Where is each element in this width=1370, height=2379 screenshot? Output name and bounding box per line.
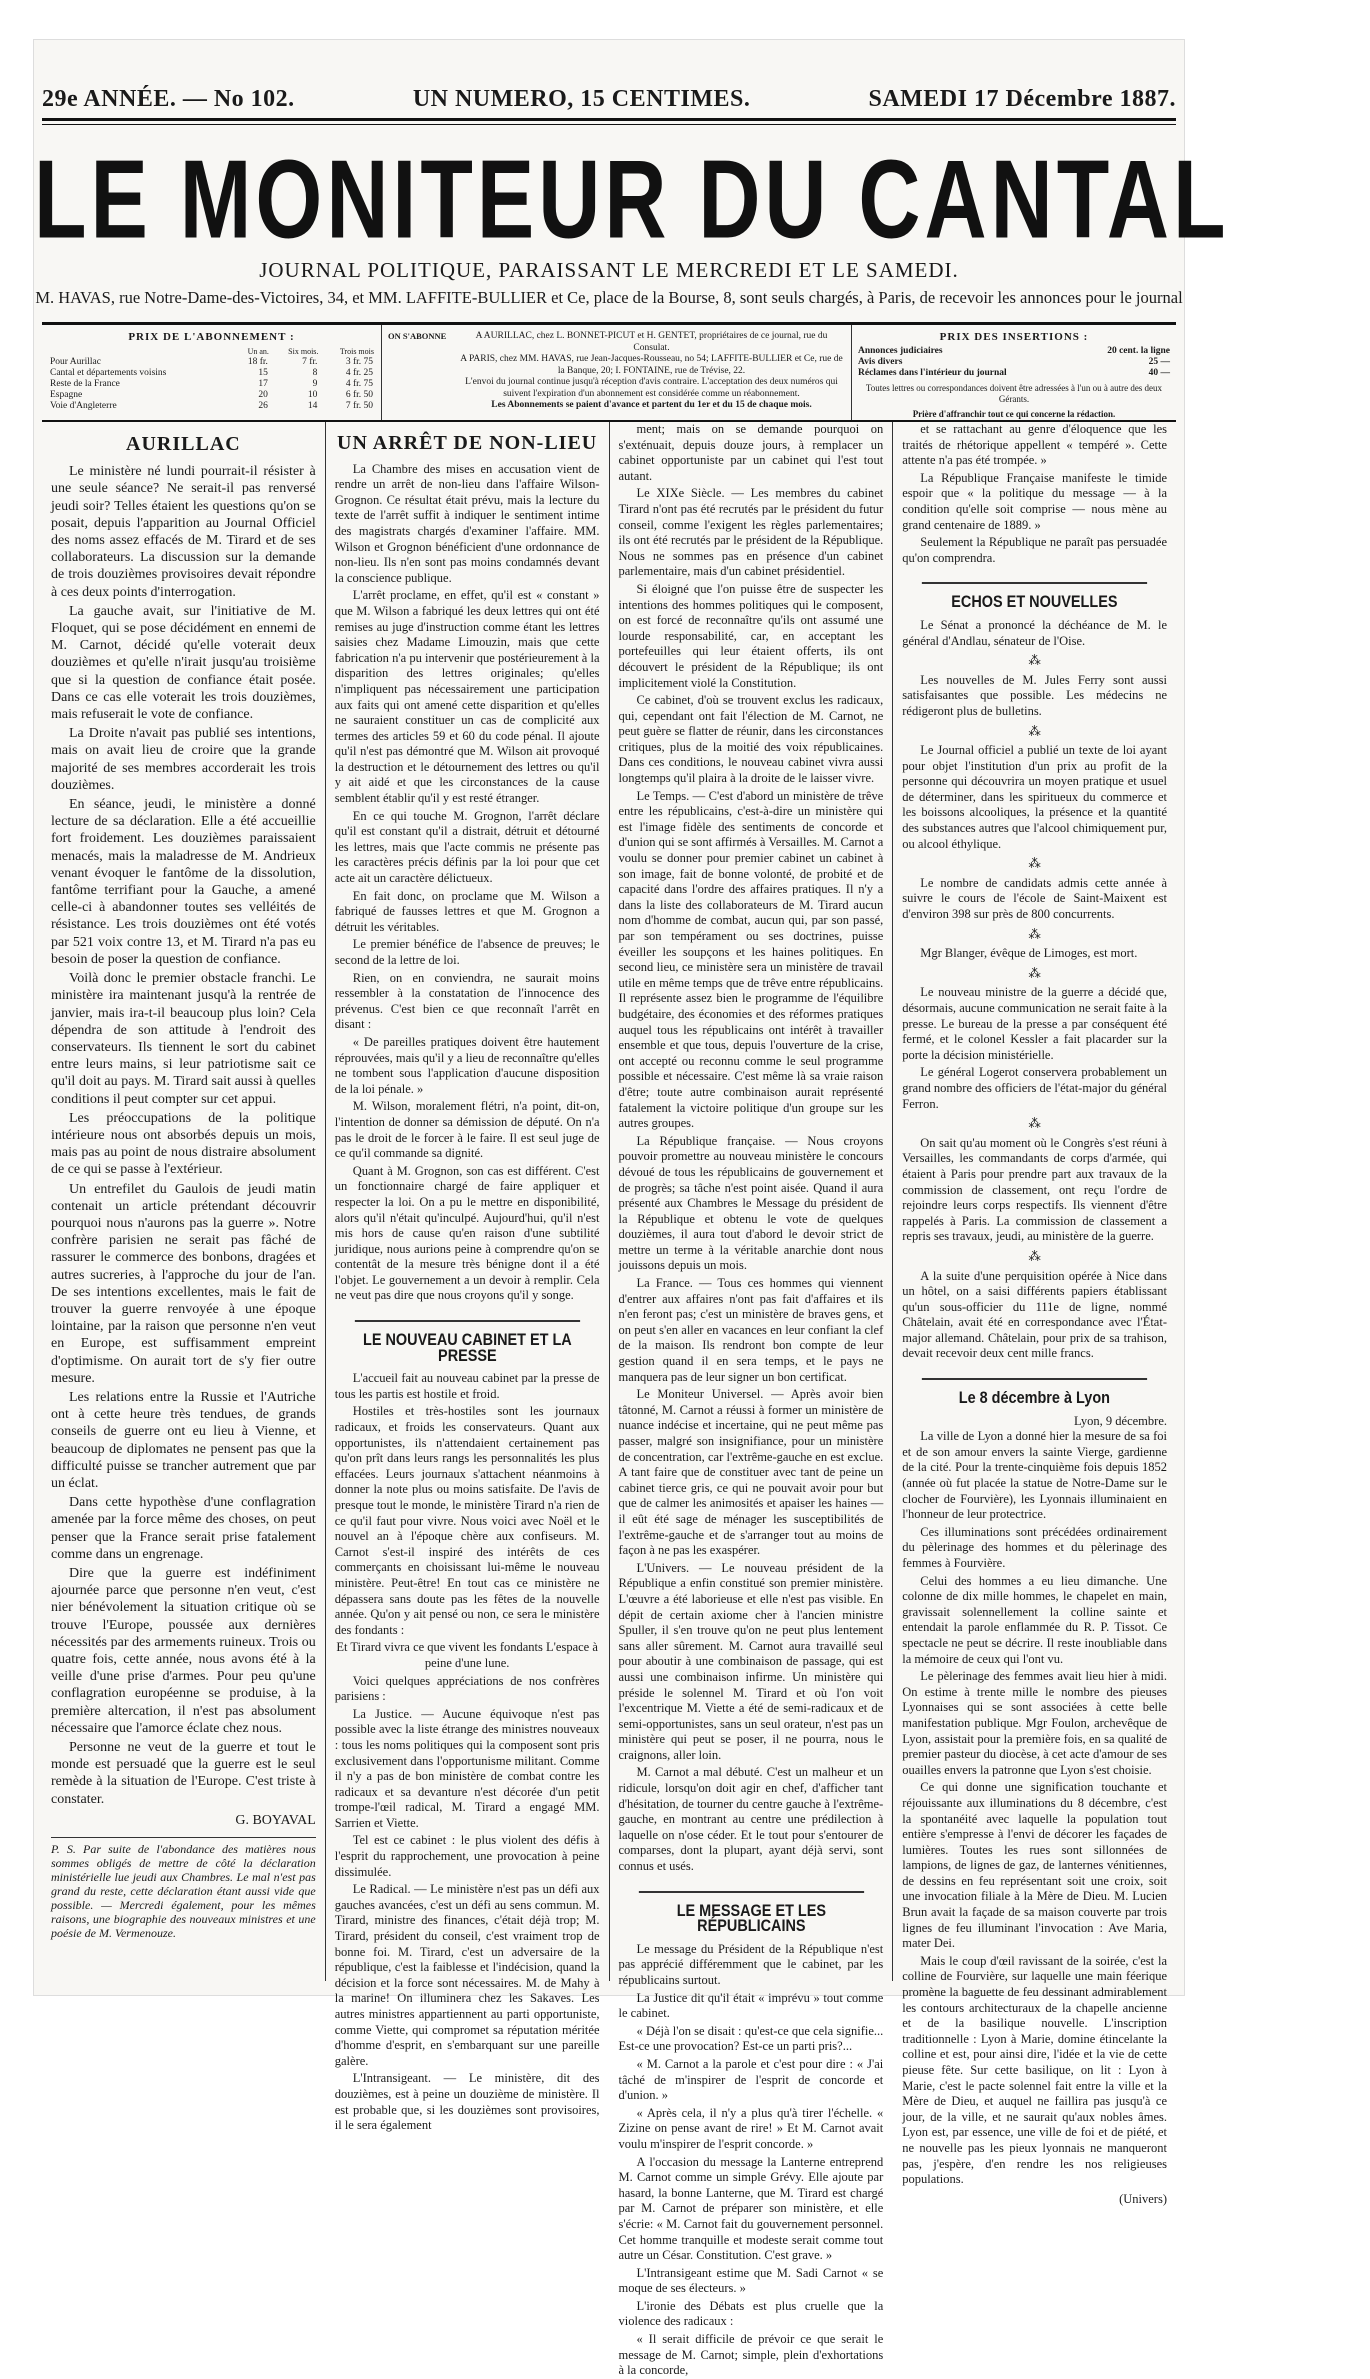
insertion-price: 20 cent. la ligne xyxy=(1107,346,1170,356)
paragraph: La France. — Tous ces hommes qui viennent d'entrer aux affaires n'ont pas fait d'affaires et ils n'en feront pas; c'est un ministère de braves gens, et on peut s'en aller en vacances en leur confiant la clef de la maison. Ils rendront bon compte de leur gestion quand il en sera temps, et le pays ne manquera pas de leur signer un bon certificat. xyxy=(618,1276,884,1384)
article-title-aurillac: AURILLAC xyxy=(126,433,241,455)
separator: ⁂ xyxy=(1028,856,1041,871)
paragraph: L'Intransigeant. — Le ministère, dit des douzièmes, est à peine un douzième de ministère. Il est probable que, si les douzièmes sont provisoires, il le sera également xyxy=(334,2071,600,2133)
top-rule xyxy=(42,118,1176,121)
subscription-offices xyxy=(382,325,852,420)
paragraph: La ville de Lyon a donné hier la mesure de sa foi et de son amour envers la sainte Vierge, gardienne de la cité. Pour la trente-cinquième fois depuis 1852 (année où fut placée la statue de Notre-Dame sur le clocher de Fourvière), les Lyonnais illuminaient en l'honneur de leur protectrice. xyxy=(902,1429,1167,1522)
paragraph: Ce qui donne une signification touchante et réjouissante aux illuminations du 8 décembre, c'est la spontanéité avec laquelle la population tout entière s'empresse à l'envi de décorer les façades de lumières. Toutes les rues sont sillonnées de lampions, de lignes de gaz, de lanternes vénitiennes, de dessins en feu représentant soit une croix, soit une invocation filiale à la Mère de Dieu. M. Lucien Brun avait la façade de sa maison couverte par trois lignes de feu illuminant l'invocation : Ave Maria, mater Dei. xyxy=(902,1780,1167,1951)
cell: 14 xyxy=(307,401,318,411)
paragraph: Un entrefilet du Gaulois de jeudi matin contenait un article prétendant découvrir pourquoi nous n'aurons pas la guerre ». Notre confrère parisien ne serait pas fâché de rassurer le commerce des bonbons, dragées et autres sucreries, à l'approche du jour de l'an. De ses intentions excellentes, mais le fait de trouver la guerre renvoyée à une époque lointaine, par la raison que personne n'en veut en Europe, est suffisamment empreint d'optimisme. On aurait tort de s'y fier outre mesure. xyxy=(51,1181,316,1386)
paragraph: L'ironie des Débats est plus cruelle que la violence des radicaux : xyxy=(618,2298,884,2329)
insertion-label: Réclames dans l'intérieur du journal xyxy=(858,368,1007,378)
news-item: A la suite d'une perquisition opérée à Nice dans un hôtel, on a saisi différents papiers établissant qu'un sous-officier du 111e de ligne, nommé Châtelain, avait été en correspondance avec l'État-major allemand. Châtelain, pour prix de sa trahison, devait recevoir deux cent mille francs. xyxy=(902,1268,1167,1361)
paragraph: Les préoccupations de la politique intérieure nous ont absorbés depuis un mois, mais pas au point de nous distraire absolument de ce qui se passe à l'extérieur. xyxy=(51,1110,316,1178)
office-line: L'envoi du journal continue jusqu'à réception d'avis contraire. L'acceptation des deux numéros qui suivent l'expiration d'un abonnement est considérée comme un réabonnement. xyxy=(465,377,838,399)
cell: 4 fr. 25 xyxy=(345,368,373,378)
paragraph: « Déjà l'on se disait : qu'est-ce que cela signifie... Est-ce une provocation? Est-ce un parti pris?... xyxy=(618,2023,884,2054)
column-aurillac xyxy=(42,422,326,1981)
paragraph: En séance, jeudi, le ministère a donné lecture de sa déclaration. Elle a été accueillie fort froidement. Les douzièmes paraissaient menacés, mais la maladresse de M. Andrieux venant évoquer le fantôme de la dissolution, fantôme terrifiant pour la Gauche, a amené celle-ci à abandonner toutes ses velléités de résistance. Les trois douzièmes ont été votés par 521 voix contre 13, et M. Tirard n'a pas eu besoin de poser la question de confiance. xyxy=(51,797,316,967)
newspaper-page xyxy=(34,40,1230,2378)
table-row xyxy=(48,401,375,412)
paragraph: Le XIXe Siècle. — Les membres du cabinet Tirard n'ont pas été recrutés par le président du futur conseil, comme l'exigent les règles parlementaires; ils ont été recrutés par le président de la République. Nous ne sommes pas en présence d'un cabinet parlementaire, mais d'un cabinet présidentiel. xyxy=(618,486,884,579)
separator: ⁂ xyxy=(1028,1116,1041,1131)
subscription-prices xyxy=(42,325,382,420)
paragraph: Celui des hommes a eu lieu dimanche. Une colonne de dix mille hommes, le chapelet en main, gravissait solennellement la colline sainte et entendait la parole enflammée du R. P. Tissot. Ce spectacle ne peut se décrire. Il reste inoubliable dans la mémoire de ceux qui l'ont vu. xyxy=(902,1573,1167,1666)
cell: 10 xyxy=(307,390,318,400)
cell: 6 fr. 50 xyxy=(345,390,373,400)
paragraph: La Droite n'avait pas publié ses intentions, mais on avait lieu de croire que la grande majorité de ses membres accorderait les trois douzièmes. xyxy=(51,726,316,793)
paragraph: L'Intransigeant estime que M. Sadi Carnot « se moque de ses électeurs. » xyxy=(618,2265,884,2296)
issue-date: SAMEDI 17 Décembre 1887. xyxy=(868,86,1176,112)
paragraph: Voici quelques appréciations de nos confrères parisiens : xyxy=(334,1673,600,1704)
office-label: ON S'ABONNE xyxy=(388,331,447,341)
paragraph: Le Temps. — C'est d'abord un ministère de trêve entre les républicains, c'est-à-dire un ministère qui est l'image fidèle des sentiments de concorde et d'union qui se sont affirmés à Versailles. M. Carnot a voulu se donner pour premier cabinet un cabinet à son image, fait de bonne volonté, de probité et de capacité dans l'ordre des affaires pratiques. Il n'y a dans la liste des collaborateurs de M. Tirard aucun nom d'homme de combat, aucun qui, par son passé, par son tempérament ou ses doctrines, puisse éveiller les soupçons et les haines politiques. En second lieu, ce ministère sera un ministère de travail utile en même temps que de trêve entre républicains. Il représente assez bien le programme de l'équilibre budgétaire, des économies et des réformes pratiques auquel tous les républicains ont intérêt à travailler ensemble et que tous, depuis l'ouverture de la crise, ont accepté ou reconnu comme le seul programme possible et nécessaire. C'est même là sa vraie raison d'être; toute autre combinaison aurait représenté fatalement la victoire politique d'un groupe sur les autres groupes. xyxy=(618,788,884,1131)
insertion-price: 40 — xyxy=(1148,368,1170,378)
paragraph: La Chambre des mises en accusation vient de rendre un arrêt de non-lieu dans l'affaire Wilson-Grognon. Ce résultat était prévu, mais la lecture du texte de l'arrêt suffit à indiquer le sentiment intime des magistrats chargés d'examiner l'affaire. MM. Wilson et Grognon bénéficient d'une ordonnance de non-lieu. Ils n'en sont pas moins condamnés devant la conscience publique. xyxy=(334,461,600,585)
paragraph: Mais le coup d'œil ravissant de la soirée, c'est la colline de Fourvière, sur laquelle une main féerique promène la baguette de feu dessinant admirablement les contours architecturaux de la chapelle ancienne et de la basilique nouvelle. L'inscription traditionnelle : Lyon à Marie, domine étincelante la colline et est, pour ainsi dire, l'idée et la vie de cette pieuse fête. Sur cette basilique, on lit : Lyon à Marie, c'est le pacte solennel fait entre la ville et la Mère de Dieu, et auquel ne faillira pas jusqu'à ce jour, de la ville, et ne saurait qu'aux nobles âmes. Lyon est, par essence, une ville de foi et de piété, et ne nouvelle pas les pieux lyonnais ne manqueront pas, j'espère, d'en rendre les nos religieuses populations. xyxy=(902,1953,1167,2187)
row-label: Cantal et départements voisins xyxy=(50,368,167,378)
cell: 8 xyxy=(312,368,318,378)
paragraph: Les relations entre la Russie et l'Autriche ont à cette heure très tendues, de grands conseils de guerre ont eu lieu à Vienne, et beaucoup de diplomates ne pensent pas que la difficulté puisse se trancher autrement que par un éclat. xyxy=(51,1389,316,1491)
paragraph: Ces illuminations sont précédées ordinairement du pèlerinage des hommes et du pèlerinage des femmes à Fourvière. xyxy=(902,1524,1167,1570)
insertion-title: PRIX DES INSERTIONS : xyxy=(939,331,1089,343)
paragraph: M. Wilson, moralement flétri, n'a point, dit-on, l'intention de donner sa démission de député. On n'a pas le droit de le forcer à le faire. Il est seul juge de ce qu'il commande sa dignité. xyxy=(334,1099,600,1161)
paragraph: Tel est ce cabinet : le plus violent des défis à l'esprit du rapprochement, une provocation à peine dissimulée. xyxy=(334,1833,600,1879)
news-item: Le Journal officiel a publié un texte de loi ayant pour objet l'institution d'un prix au profit de la personne qui découvrira un moyen pratique et usuel de déterminer, dans les spiritueux du commerce et les boissons alcooliques, la présence et la quantité des substances autres que l'alcool chimiquement pur, ou alcool éthylique. xyxy=(902,743,1167,851)
paragraph: L'accueil fait au nouveau cabinet par la presse de tous les partis est hostile et froid. xyxy=(334,1371,600,1401)
paragraph: Si éloigné que l'on puisse être de suspecter les intentions des hommes politiques qui le composent, on est forcé de reconnaître qu'ils ont assumé une lourde responsabilité, car, en acceptant les portefeuilles qui leur étaient offerts, ils ont découvert le président de la République; ils ont implicitement violé la Constitution. xyxy=(618,581,884,690)
paragraph: Dire que la guerre est indéfiniment ajournée parce que personne n'en veut, c'est nier bénévolement la situation critique où se trouve l'Europe, poussée aux dernières nécessités par des armements ruineux. Trois ou quatre fois, cette année, nous avons été à la veille d'une prise d'armes. Pour peu qu'une conflagration européenne se produise, à la première altercation, il n'est pas absolument nécessaire que l'amorce éclate chez nous. xyxy=(51,1566,316,1736)
cell: 7 fr. 50 xyxy=(345,401,373,411)
subscription-title: PRIX DE L'ABONNEMENT : xyxy=(128,331,295,343)
insertion-price: 25 — xyxy=(1148,357,1170,367)
cell: 3 fr. 75 xyxy=(345,357,373,367)
paragraph: Le Moniteur Universel. — Après avoir bien tâtonné, M. Carnot a réussi à former un ministère de nuance indécise et incertaine, qui ne peut même pas passer, malgré son insignifiance, pour un ministère de concentration, car l'extrême-gauche en est exclue. A tant faire que de constituer avec tant de peine un cabinet tierce gris, ce qui ne pouvait avoir pour but que de calmer les animosités et apaiser les haines — il eût été sage de ménager les susceptibilités de l'extrême-gauche et de s'arranger tout au moins de façon à ne pas les exaspérer. xyxy=(618,1387,884,1558)
issue-price: UN NUMERO, 15 CENTIMES. xyxy=(412,86,751,112)
separator: ⁂ xyxy=(1028,965,1041,980)
subscription-table xyxy=(48,346,375,412)
issue-number: 29e ANNÉE. — No 102. xyxy=(42,86,295,112)
postscript: P. S. Par suite de l'abondance des matières nous sommes obligés de mettre de côté la déclaration ministérielle lue jeudi aux Chambres. Le mal n'est pas grand du reste, cette déclaration étant aussi vide que possible. — Mercredi également, pour les mêmes raisons, une biographie des nouveaux ministres et une poésie de M. Vermenouze. xyxy=(51,1837,316,1940)
paragraph: La République française. — Nous croyons pouvoir promettre au nouveau ministère le concours dévoué de tous les républicains de gouvernement et de progrès; sa tâche n'est point aisée. Quand il aura présenté aux Chambres le Message du président de la République et obtenu le vote de quelques douzièmes, il aura tout d'abord le devoir strict de mettre un terme à la véritable anarchie dont nous jouissons depuis un mois. xyxy=(618,1133,884,1273)
news-item: Le général Logerot conservera probablement un grand nombre des officiers de l'état-major du général Ferron. xyxy=(902,1065,1168,1111)
cell: 7 fr. xyxy=(302,357,318,367)
cell: 26 xyxy=(258,401,268,411)
paragraph: Le ministère né lundi pourrait-il résister à une seule séance? Ne serait-il pas renversé jeudi soir? Telles étaient les questions qu'on se posait, depuis l'apparition au Journal Officiel des noms assez effacés de M. Tirard et de ses collaborateurs. La discussion sur la demande de trois douzièmes provisoires devait répondre à ces deux points d'interrogation. xyxy=(51,464,316,600)
cell: 20 xyxy=(258,390,268,400)
cell: 9 xyxy=(312,379,318,389)
col-header: Un an. xyxy=(247,347,269,356)
column-echos xyxy=(893,422,1176,2206)
insertion-row xyxy=(858,346,1170,357)
news-item: Le Sénat a prononcé la déchéance de M. le général d'Andlau, sénateur de l'Oise. xyxy=(902,617,1167,648)
office-line: A PARIS, chez MM. HAVAS, rue Jean-Jacques-Rousseau, no 54; LAFFITE-BULLIER et Ce, rue de la Banque, 20; I. FONTAINE, rue de Trévise, 22. xyxy=(460,354,843,376)
table-row xyxy=(48,368,375,379)
table-row xyxy=(48,379,375,390)
insertion-prices xyxy=(852,325,1176,420)
paragraph: L'arrêt proclame, en effet, qu'il est « constant » que M. Wilson a fabriqué les deux lettres qui ont été remises au juge d'instruction comme étant les lettres saisies chez Madame Limouzin, mais que cette fabrication n'a pu intervenir que postérieurement à la disparition des lettres originales; qu'elles n'impliquent pas nécessairement une participation aux faits qui ont amené cette disparition et qu'elles ne sauraient constituer un cas de complicité aux termes des articles 59 et 60 du code pénal. Il ajoute qu'il n'est pas démontré que M. Wilson ait provoqué la destruction et le détournement des lettres ou qu'il y ait aidé et que les circonstances de la cause semblent établir qu'il y est resté étranger. xyxy=(334,588,600,806)
row-label: Pour Aurillac xyxy=(50,357,101,367)
paragraph: Le premier bénéfice de l'absence de preuves; le second de la lettre de loi. xyxy=(334,937,600,967)
cell: 18 fr. xyxy=(247,357,268,367)
paragraph: Quant à M. Grognon, son cas est différent. C'est un fonctionnaire chargé de faire appliquer et respecter la loi. On a pu le mettre en disponibilité, alors qu'il n'était qu'inculpé. Aujourd'hui, qu'il n'est mis hors de cause qu'en raison d'une subtilité juridique, nous aurions peine à comprendre qu'on se contentât de la mesure très bénigne dont il a été l'objet. Le gouvernement a un devoir à remplir. Cela ne veut pas dire que nous croyons qu'il y songe. xyxy=(334,1163,600,1303)
paragraph: « M. Carnot a la parole et c'est pour dire : « J'ai tâché de m'inspirer de l'esprit de concorde et d'union. » xyxy=(618,2056,884,2103)
paragraph: La République Française manifeste le timide espoir que « la politique du message — à la condition qu'elle soit comprise — nous mène au grand centenaire de 1889. » xyxy=(902,470,1167,532)
insertion-label: Annonces judiciaires xyxy=(858,346,943,356)
table-row xyxy=(48,357,375,368)
paragraph: et se rattachant au genre d'éloquence que les traités de rhétorique appellent « tempéré ». Cette attente n'a pas été trompée. » xyxy=(902,422,1167,468)
article-title-message: LE MESSAGE ET LES RÉPUBLICAINS xyxy=(638,1891,863,1934)
subscription-band xyxy=(42,322,1176,422)
paragraph: « De pareilles pratiques doivent être hautement réprouvées, mais qu'il y a lieu de reconnaître qu'elles ne tombent sous l'application d'aucune disposition de la loi pénale. » xyxy=(334,1034,600,1096)
news-item: Mgr Blanger, évêque de Limoges, est mort. xyxy=(920,946,1138,961)
table-row xyxy=(48,390,375,401)
paragraph: La gauche avait, sur l'initiative de M. Floquet, qui se pose décidément en ennemi de M. Carnot, décidé qu'elle voterait deux douzièmes et qu'elle n'irait jusqu'au troisième que si la question de confiance était posée. Dans ce cas elle voterait les trois douzièmes, mais refuserait le vote de confiance. xyxy=(51,603,316,723)
insertion-row xyxy=(858,357,1170,368)
dateline-bar xyxy=(42,86,1176,113)
signature: G. BOYAVAL xyxy=(235,1812,316,1828)
paragraph: Dans cette hypothèse d'une conflagration amenée par la force même des choses, on peut penser que la France serait prise fatalement comme dans un engrenage. xyxy=(51,1495,316,1562)
office-line: A AURILLAC, chez L. BONNET-PICUT et H. GENTET, propriétaires de ce journal, rue du Consulat. xyxy=(475,331,828,353)
col-header: Six mois. xyxy=(288,347,319,356)
paragraph: La Justice. — Aucune équivoque n'est pas possible avec la liste étrange des ministres nouveaux : tous les noms politiques qui la composent sont pris exclusivement dans l'opportunisme militant. Comme il n'y a pas de bon ministère de combat contre les radicaux et sa devanture n'est décorée d'un petit trompe-l'œil radical, M. Tirard a engagé MM. Sarrien et Viette. xyxy=(334,1706,600,1830)
news-item: Le nombre de candidats admis cette année à suivre le cours de l'école de Saint-Maixent est d'environ 398 sur près de 800 concurrents. xyxy=(902,875,1167,922)
separator: ⁂ xyxy=(1028,653,1041,668)
separator: ⁂ xyxy=(1028,723,1041,738)
source-credit: (Univers) xyxy=(1119,2191,1167,2206)
article-title-cabinet: LE NOUVEAU CABINET ET LA PRESSE xyxy=(355,1320,580,1363)
insertion-row xyxy=(858,368,1170,379)
quote: Et Tirard vivra ce que vivent les fondants L'espace à peine d'une lune. xyxy=(336,1640,598,1670)
cell: 17 xyxy=(258,379,268,389)
insertion-note: Toutes lettres ou correspondances doivent être adressées à l'un ou à autre des deux Gérants. xyxy=(865,383,1163,404)
separator: ⁂ xyxy=(1028,1248,1041,1263)
office-line: Les Abonnements se paient d'avance et partent du 1er et du 15 de chaque mois. xyxy=(491,400,812,410)
paragraph: En ce qui touche M. Grognon, l'arrêt déclare qu'il est constant qu'il a distrait, détruit et détourné les lettres, mais que l'acte commis ne présente pas les caractères précis définis par la loi pour que cet acte ait un caractère délictueux. xyxy=(334,808,600,886)
news-item: Le nouveau ministre de la guerre a décidé que, désormais, aucune communication ne serait faite à la presse. Le bureau de la presse a par conséquent été fermé, et le colonel Kessler a fait placarder sur la porte la décision ministérielle. xyxy=(902,985,1167,1062)
article-title-non-lieu: UN ARRÊT DE NON-LIEU xyxy=(337,432,598,454)
paragraph: Le pèlerinage des femmes avait lieu hier à midi. On estime à trente mille le nombre des pieuses Lyonnaises qui se sont associées à cette belle manifestation publique. Mgr Foulon, archevêque de Lyon, assistait pour la première fois, en sa qualité de premier pasteur du diocèse, à cet acte d'amour de ses ouailles envers la patronne que Lyon s'est choisie. xyxy=(902,1669,1167,1777)
column-non-lieu xyxy=(326,422,610,2133)
paragraph: Seulement la République ne paraît pas persuadée qu'on comprendra. xyxy=(902,535,1167,565)
paragraph: A l'occasion du message la Lanterne entreprend M. Carnot comme un simple Grévy. Elle ajoute par hasard, la bonne Lanterne, que M. Tirard est chargé par M. Carnot de préparer son ministère, et elle s'écrie: « M. Carnot fait du gouvernement personnel. Cet homme tranquille et modeste serait comme tout autre un César. Constitution. C'est grave. » xyxy=(618,2154,884,2263)
col-header: Trois mois xyxy=(339,347,374,356)
subscription-header-row xyxy=(48,346,375,357)
cell: 4 fr. 75 xyxy=(345,379,373,389)
paragraph: L'Univers. — Le nouveau président de la République a enfin constitué son premier ministère. L'œuvre a été laborieuse et elle n'est pas visible. En dépit de certain axiome cher à l'ancien ministre Spuller, il s'en trouve qu'on ne peut plus lentement sans aller sûrement. M. Carnot aura travaillé seul pour aboutir à une combinaison de passage, qui est aussi une combinaison infirme. Un ministère qui préside le solennel M. Tirard et où l'on voit l'excentrique M. Viette a été de semi-radicaux et de semi-opportunistes, sans un seul orateur, n'est pas un ministère qui peut se poser, il ne pourra, nous le craignons, aller loin. xyxy=(618,1560,884,1762)
news-item: Les nouvelles de M. Jules Ferry sont aussi satisfaisantes que possible. Les médecins ne rédigeront plus de bulletins. xyxy=(902,672,1167,718)
row-label: Reste de la France xyxy=(50,379,120,389)
dateline: Lyon, 9 décembre. xyxy=(1073,1413,1167,1428)
row-label: Voie d'Angleterre xyxy=(50,401,117,411)
advertising-agencies: M. HAVAS, rue Notre-Dame-des-Victoires, 34, et MM. LAFFITE-BULLIER et Ce, place de la Bourse, 8, sont seuls chargés, à Paris, de recevoir les annonces pour le journal xyxy=(35,288,1183,307)
section-title-echos: ECHOS ET NOUVELLES xyxy=(922,582,1147,610)
paragraph: « Il serait difficile de prévoir ce que serait le message de M. Carnot; simple, plein d'exhortations à la concorde, xyxy=(618,2332,884,2378)
paragraph: Personne ne veut de la guerre et tout le monde est persuadé que la guerre est le seul remède à la situation de l'Europe. C'est triste à constater. xyxy=(51,1740,316,1807)
column-press-review xyxy=(610,422,894,2378)
insertion-label: Avis divers xyxy=(858,357,903,367)
masthead-subtitle: JOURNAL POLITIQUE, PARAISSANT LE MERCREDI ET LE SAMEDI. xyxy=(259,258,959,282)
masthead-title: LE MONITEUR DU CANTAL xyxy=(34,137,1230,263)
paragraph: « Après cela, il n'y a plus qu'à tirer l'échelle. « Zizine on pense avant de rire! » Et M. Carnot avait voulu m'inspirer de l'esprit concorde. » xyxy=(618,2105,884,2151)
cell: 15 xyxy=(258,368,268,378)
paragraph: En fait donc, on proclame que M. Wilson a fabriqué de fausses lettres et que M. Grognon a détruit les véritables. xyxy=(334,888,600,934)
top-rule-thin xyxy=(42,124,1176,125)
news-item: On sait qu'au moment où le Congrès s'est réuni à Versailles, les commandants de corps d'armée, qui étaient à Paris pour prendre part aux travaux de la commission de classement, ont reçu l'ordre de rejoindre leurs corps respectifs. Ils viennent d'être rappelés à Paris. La commission de classement a repris ses travaux, jeudi, au ministère de la guerre. xyxy=(902,1135,1167,1244)
article-columns xyxy=(42,422,1176,2378)
paragraph: Le Radical. — Le ministère n'est pas un défi aux gauches avancées, c'est un défi au sens commun. M. Tirard, ministre des finances, c'était déjà trop; M. Tirard, président du conseil, c'est vraiment trop de bonne foi. M. Tirard, c'est un adversaire de la république, c'est la faiblesse et l'indécision, quand la décision et la force sont nécessaires. M. de Mahy à la marine! On illuminera chez les Sakaves. Les autres ministres appartiennent au parti opportuniste, comme Viette, qui compromet sa réputation méritée d'homme d'esprit, en s'embarquant sur une pareille galère. xyxy=(334,1882,600,2068)
paragraph: Hostiles et très-hostiles sont les journaux radicaux, et froids les conservateurs. Quant aux opportunistes, ils n'attendaient certainement pas qu'on prît dans leurs rangs les personnalités les plus effacées. Leurs journaux s'attachent néanmoins à donner la note plus ou moins satisfaite. De l'avis de presque tout le monde, le ministère Tirard n'a rien de ce qu'il faut pour vivre. Nous voici avec Noël et le nouvel an à l'époque chère aux confiseurs. M. Carnot s'est-il inspiré des intérêts de ces commerçants en choisissant lui-même le nouveau ministère. Peut-être! En tout cas ce ministère ne dépassera sans doute pas les fêtes de la nouvelle année. Qu'on y ait pensé ou non, ce sera le ministère des fondants : xyxy=(334,1404,600,1637)
separator: ⁂ xyxy=(1028,926,1041,941)
paragraph: Ce cabinet, d'où se trouvent exclus les radicaux, qui, cependant ont fait l'élection de M. Carnot, ne peut guère se flatter de réunir, dans les circonstances critiques, plus de la moitié des voix républicaines. Dans ces conditions, le nouveau cabinet vivra aussi longtemps qu'il plaira à la droite de le laisser vivre. xyxy=(618,693,884,786)
row-label: Espagne xyxy=(50,390,83,400)
insertion-note: Prière d'affranchir tout ce qui concerne la rédaction. xyxy=(912,409,1116,419)
office-text xyxy=(458,331,845,414)
paragraph: Le message du Président de la République n'est pas apprécié différemment que le cabinet, par les républicains surtout. xyxy=(618,1941,884,1987)
article-title-lyon: Le 8 décembre à Lyon xyxy=(922,1378,1147,1406)
paragraph: La Justice dit qu'il était « imprévu » tout comme le cabinet. xyxy=(618,1990,884,2021)
paragraph: Voilà donc le premier obstacle franchi. Le ministère ira maintenant jusqu'à la rentrée de janvier, mais ira-t-il beaucoup plus loin? Cela dépendra de son attitude à l'endroit des conservateurs. Ils tiennent le sort du cabinet entre leurs mains, si leur patriotisme sait ce qu'il doit au pays. M. Tirard sait aussi à quelles conditions il peut compter sur cet appui. xyxy=(51,971,316,1107)
paragraph: Rien, on en conviendra, ne saurait moins ressembler à la constatation de l'innocence des prévenus. C'est bien ce que reconnaît l'arrêt en disant : xyxy=(334,970,600,1032)
paragraph: M. Carnot a mal débuté. C'est un malheur et un ridicule, lorsqu'on doit agir en chef, d'afficher tant d'hésitation, de tourner du centre gauche à l'extrême-gauche, en montrant au centre une prédilection à laquelle on n'ose céder. Et le tout pour s'entourer de comparses, dont la plupart, ayant déjà servi, sont connus et usés. xyxy=(618,1765,884,1874)
paragraph: ment; mais on se demande pourquoi on s'exténuait, depuis douze jours, à remplacer un cabinet opportuniste par un cabinet qui l'est tout autant. xyxy=(618,422,884,483)
